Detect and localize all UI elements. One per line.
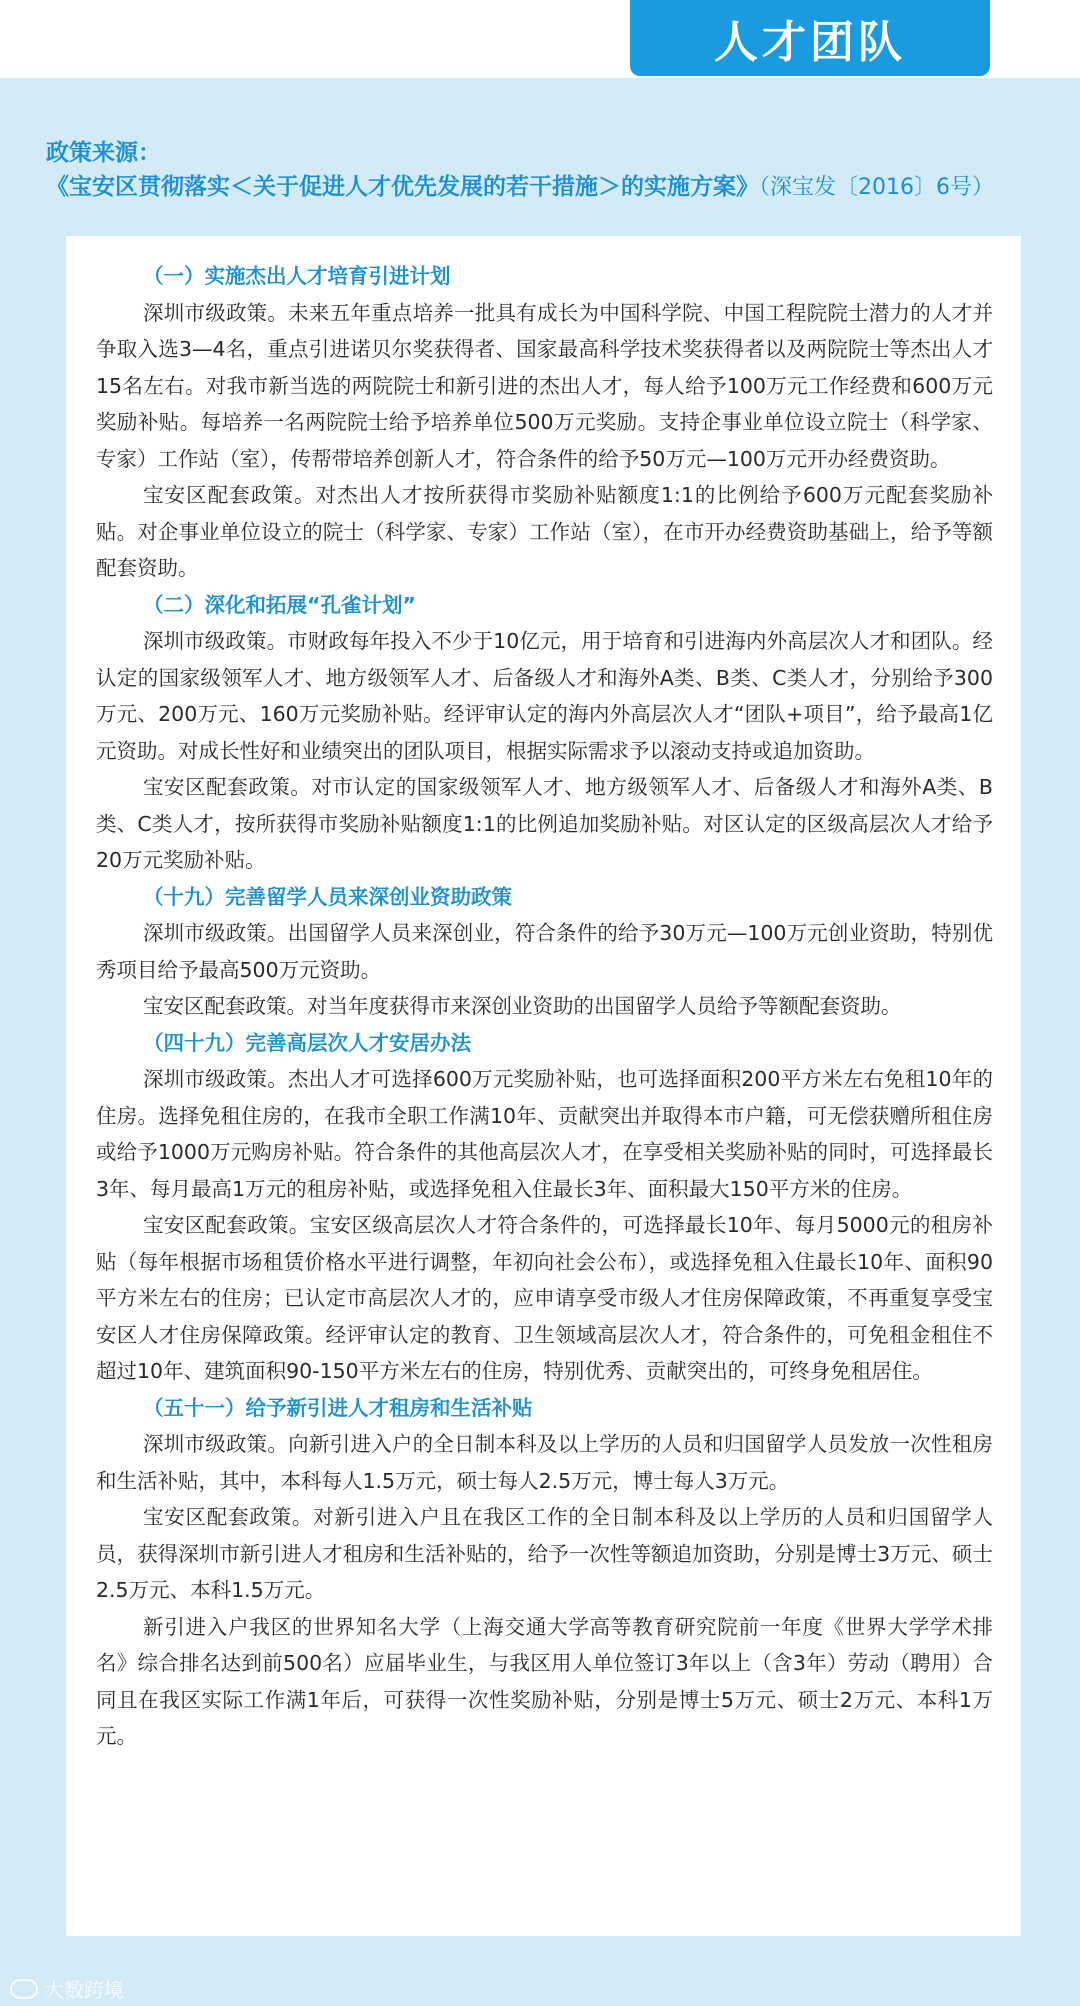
section-paragraph: 宝安区配套政策。对当年度获得市来深创业资助的出国留学人员给予等额配套资助。	[143, 994, 902, 1018]
watermark-text: 大数跨境	[44, 1978, 124, 2002]
section-paragraph: 深圳市级政策。出国留学人员来深创业，符合条件的给予30万元—100万元创业资助，特别优秀项目给予最高500万元资助。	[96, 921, 993, 982]
section-paragraph: 深圳市级政策。未来五年重点培养一批具有成长为中国科学院、中国工程院院士潜力的人才并争取入选3—4名，重点引进诺贝尔奖获得者、国家最高科学技术奖获得者以及两院院士等杰出人才15名左右。对我市新当选的两院院士和新引进的杰出人才，每人给予100万元工作经费和600万元奖励补贴。每培养一名两院院士给予培养单位500万元奖励。支持企事业单位设立院士（科学家、专家）工作站（室），传帮带培养创新人才，符合条件的给予50万元—100万元开办经费资助。	[96, 300, 993, 471]
section-paragraph: 宝安区配套政策。对杰出人才按所获得市奖励补贴额度1:1的比例给予600万元配套奖励补贴。对企事业单位设立的院士（科学家、专家）工作站（室），在市开办经费资助基础上，给予等额配套资助。	[96, 483, 993, 580]
section-paragraph: 深圳市级政策。杰出人才可选择600万元奖励补贴，也可选择面积200平方米左右免租10年的住房。选择免租住房的，在我市全职工作满10年、贡献突出并取得本市户籍，可无偿获赠所租住房或给予1000万元购房补贴。符合条件的其他高层次人才，在享受相关奖励补贴的同时，可选择最长3年、每月最高1万元的租房补贴，或选择免租入住最长3年、面积最大150平方米的住房。	[96, 1067, 993, 1201]
section-heading: （五十一）给予新引进人才租房和生活补贴	[143, 1395, 533, 1420]
source-number: （深宝发〔2016〕6号）	[759, 175, 994, 200]
section-paragraph: 宝安区配套政策。对市认定的国家级领军人才、地方级领军人才、后备级人才和海外A类、B类、C类人才，按所获得市奖励补贴额度1:1的比例追加奖励补贴。对区认定的区级高层次人才给予20万元奖励补贴。	[96, 775, 993, 872]
section-paragraph: 深圳市级政策。向新引进入户的全日制本科及以上学历的人员和归国留学人员发放一次性租房和生活补贴，其中，本科每人1.5万元，硕士每人2.5万元，博士每人3万元。	[96, 1432, 993, 1493]
section-paragraph: 深圳市级政策。市财政每年投入不少于10亿元，用于培育和引进海内外高层次人才和团队。经认定的国家级领军人才、地方级领军人才、后备级人才和海外A类、B类、C类人才，分别给予300万元、200万元、160万元奖励补贴。经评审认定的海内外高层次人才“团队+项目”，给予最高1亿元资助。对成长性好和业绩突出的团队项目，根据实际需求予以滚动支持或追加资助。	[96, 629, 993, 763]
source-document-line	[46, 170, 1066, 205]
section-paragraph: 新引进入户我区的世界知名大学（上海交通大学高等教育研究院前一年度《世界大学学术排名》综合排名达到前500名）应届毕业生，与我区用人单位签订3年以上（含3年）劳动（聘用）合同且在我区实际工作满1年后，可获得一次性奖励补贴，分别是博士5万元、硕士2万元、本科1万元。	[96, 1614, 993, 1748]
section-paragraph: 宝安区配套政策。对新引进入户且在我区工作的全日制本科及以上学历的人员和归国留学人员，获得深圳市新引进人才租房和生活补贴的，给予一次性等额追加资助，分别是博士3万元、硕士2.5万元、本科1.5万元。	[96, 1505, 993, 1602]
watermark-logo-icon	[10, 1979, 38, 1999]
content-card	[66, 236, 1021, 1936]
source-label: 政策来源：	[46, 140, 161, 166]
section-heading: （十九）完善留学人员来深创业资助政策	[143, 884, 512, 909]
section-heading: （一）实施杰出人才培育引进计划	[143, 264, 451, 288]
section-heading: （四十九）完善高层次人才安居办法	[143, 1030, 471, 1055]
policy-source	[46, 136, 1066, 205]
page-title: 人才团队	[630, 0, 990, 76]
section-heading: （二）深化和拓展“孔雀计划”	[143, 592, 416, 617]
watermark	[10, 1974, 124, 2003]
source-document: 《宝安区贯彻落实＜关于促进人才优先发展的若干措施＞的实施方案》	[46, 174, 759, 200]
section-paragraph: 宝安区配套政策。宝安区级高层次人才符合条件的，可选择最长10年、每月5000元的租房补贴（每年根据市场租赁价格水平进行调整，年初向社会公布），或选择免租入住最长10年、面积90平方米左右的住房；已认定市高层次人才的，应申请享受市级人才住房保障政策，不再重复享受宝安区人才住房保障政策。经评审认定的教育、卫生领域高层次人才，符合条件的，可免租金租住不超过10年、建筑面积90-150平方米左右的住房，特别优秀、贡献突出的，可终身免租居住。	[96, 1213, 993, 1383]
